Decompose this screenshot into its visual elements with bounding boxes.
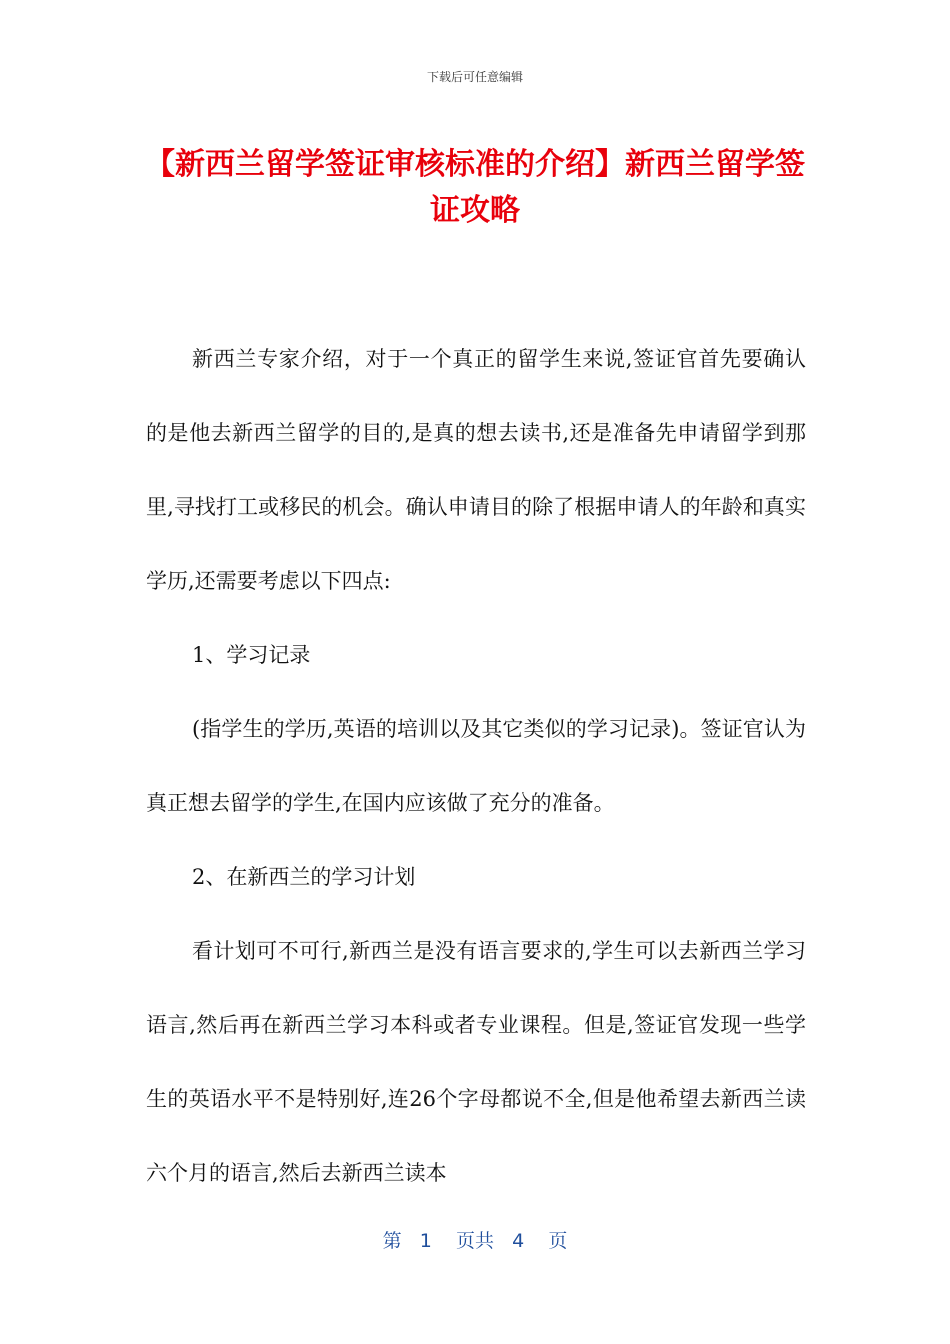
paragraph-study-record: (指学生的学历,英语的培训以及其它类似的学习记录)。签证官认为真正想去留学的学生,在国内应该做了充分的准备。	[146, 717, 806, 815]
footer-current-page: 1	[419, 1230, 432, 1252]
page-footer	[0, 1226, 950, 1253]
document-title: 【新西兰留学签证审核标准的介绍】新西兰留学签证攻略	[145, 147, 805, 228]
section-heading-study-plan: 2、在新西兰的学习计划	[192, 865, 416, 889]
paragraph-study-plan: 看计划可不可行,新西兰是没有语言要求的,学生可以去新西兰学习语言,然后再在新西兰学习本科或者专业课程。但是,签证官发现一些学生的英语水平不是特别好,连26个字母都说不全,但是他希望去新西兰读六个月的语言,然后去新西兰读本	[146, 939, 806, 1185]
header-note: 下载后可任意编辑	[426, 70, 523, 84]
footer-prefix: 第	[382, 1230, 402, 1252]
footer-suffix: 页	[548, 1230, 568, 1252]
document-body	[146, 322, 806, 1210]
paragraph-intro: 新西兰专家介绍，对于一个真正的留学生来说,签证官首先要确认的是他去新西兰留学的目的,是真的想去读书,还是准备先申请留学到那里,寻找打工或移民的机会。确认申请目的除了根据申请人的年龄和真实学历,还需要考虑以下四点:	[146, 347, 806, 593]
section-heading-study-record: 1、学习记录	[192, 643, 311, 667]
footer-mid: 页共	[455, 1230, 494, 1252]
footer-total-pages: 4	[512, 1230, 525, 1252]
